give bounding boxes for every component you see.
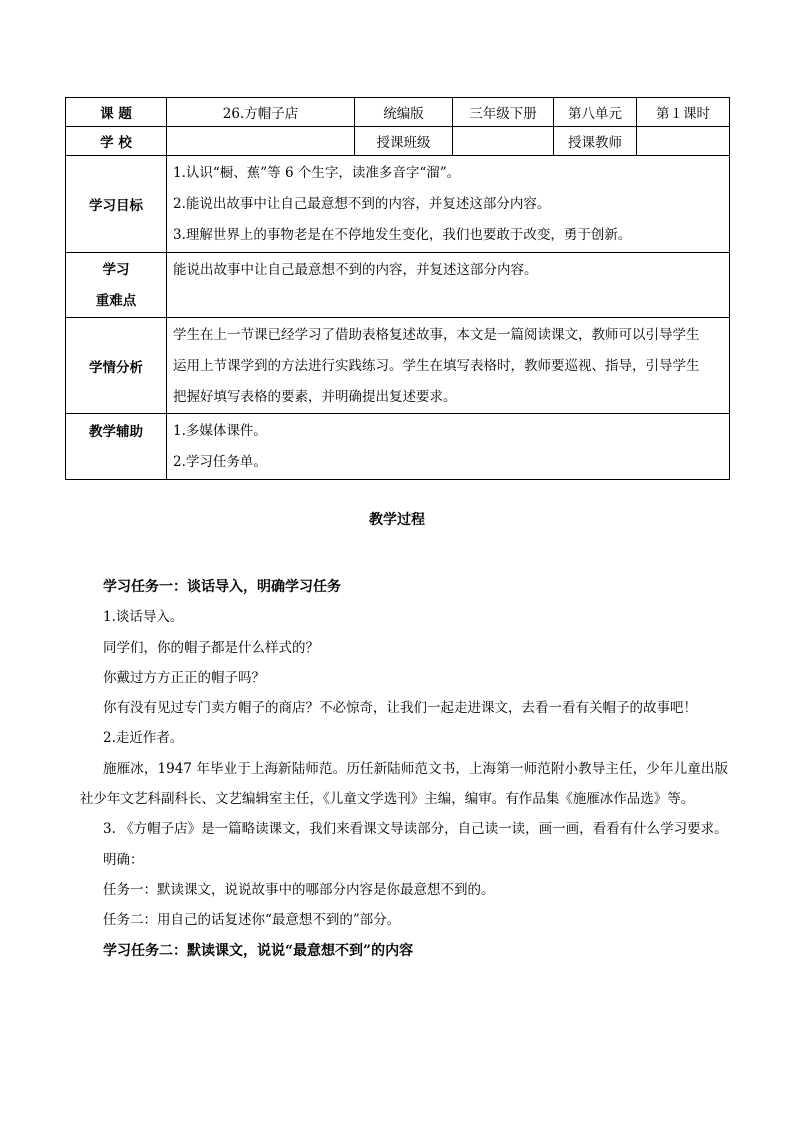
analysis-line: 把握好填写表格的要素，并明确提出复述要求。 [173, 389, 457, 405]
lesson-title: 26.方帽子店 [167, 98, 355, 127]
key-points-label [66, 253, 167, 318]
section-title: 教学过程 [369, 512, 425, 528]
goal-item: 2.能说出故事中让自己最意想不到的内容，并复述这部分内容。 [173, 196, 551, 212]
paragraph: 施雁冰，1947 年毕业于上海新陆师范。历任新陆师范文书，上海第一师范附小教导主任，少年儿童出版社少年文艺科副科长、文艺编辑室主任，《儿童文学选刊》主编，编审。有作品集《施雁冰作品选》等。 [80, 760, 728, 808]
grade-cell: 三年级下册 [453, 98, 554, 127]
paragraph: 你有没有见过专门卖方帽子的商店？不必惊奇，让我们一起走进课文，去看一看有关帽子的故事吧！ [103, 700, 697, 717]
class-label: 授课班级 [355, 127, 453, 156]
aid-item: 2.学习任务单。 [173, 454, 267, 470]
key-points-label-line2: 重难点 [95, 293, 137, 309]
key-points-content [167, 253, 730, 318]
paragraph: 3. 《方帽子店》是一篇略读课文，我们来看课文导读部分，自己读一读，画一画，看看有什么学习要求。 [103, 821, 728, 838]
paragraph: 1.谈话导入。 [103, 609, 184, 626]
key-points-label-line1: 学习 [102, 262, 130, 278]
aids-label: 教学辅助 [66, 414, 167, 480]
lesson-info-table [65, 97, 730, 480]
topic-label: 课 题 [66, 98, 167, 127]
paragraph: 2.走近作者。 [103, 730, 184, 747]
paragraph: 任务二：用自己的话复述你“最意想不到的”部分。 [103, 912, 401, 929]
task1-heading: 学习任务一：谈话导入，明确学习任务 [103, 579, 341, 595]
table-row-goals [66, 156, 730, 253]
analysis-content [167, 318, 730, 414]
analysis-label: 学情分析 [66, 318, 167, 414]
period-cell: 第１课时 [637, 98, 730, 127]
class-value [453, 127, 554, 156]
teacher-value [637, 127, 730, 156]
paragraph: 你戴过方方正正的帽子吗？ [103, 669, 265, 686]
goal-item: 1.认识“橱、蕉”等 6 个生字，读准多音字“溜”。 [173, 165, 461, 181]
goals-content [167, 156, 730, 253]
unit-cell: 第八单元 [554, 98, 637, 127]
paragraph: 同学们，你的帽子都是什么样式的？ [103, 639, 319, 656]
table-row-school [66, 127, 730, 156]
paragraph: 明确： [103, 851, 144, 868]
table-row-key-points [66, 253, 730, 318]
paragraph: 任务一：默读课文，说说故事中的哪部分内容是你最意想不到的。 [103, 881, 495, 898]
process-body [80, 572, 728, 966]
school-label: 学 校 [66, 127, 167, 156]
table-row-analysis [66, 318, 730, 414]
table-row-topic [66, 98, 730, 127]
table-row-aids [66, 414, 730, 480]
teacher-label: 授课教师 [554, 127, 637, 156]
analysis-line: 学生在上一节课已经学习了借助表格复述故事，本文是一篇阅读课文，教师可以引导学生 [173, 327, 700, 343]
school-value [167, 127, 355, 156]
goal-item: 3.理解世界上的事物老是在不停地发生变化，我们也要敢于改变，勇于创新。 [173, 227, 632, 243]
aids-content [167, 414, 730, 480]
edition-cell: 统编版 [355, 98, 453, 127]
key-points-text: 能说出故事中让自己最意想不到的内容，并复述这部分内容。 [173, 262, 538, 278]
aid-item: 1.多媒体课件。 [173, 423, 267, 439]
task2-heading: 学习任务二：默读课文，说说“最意想不到”的内容 [103, 942, 414, 959]
analysis-line: 运用上节课学到的方法进行实践练习。学生在填写表格时，教师要巡视、指导，引导学生 [173, 358, 700, 374]
goals-label: 学习目标 [66, 156, 167, 253]
